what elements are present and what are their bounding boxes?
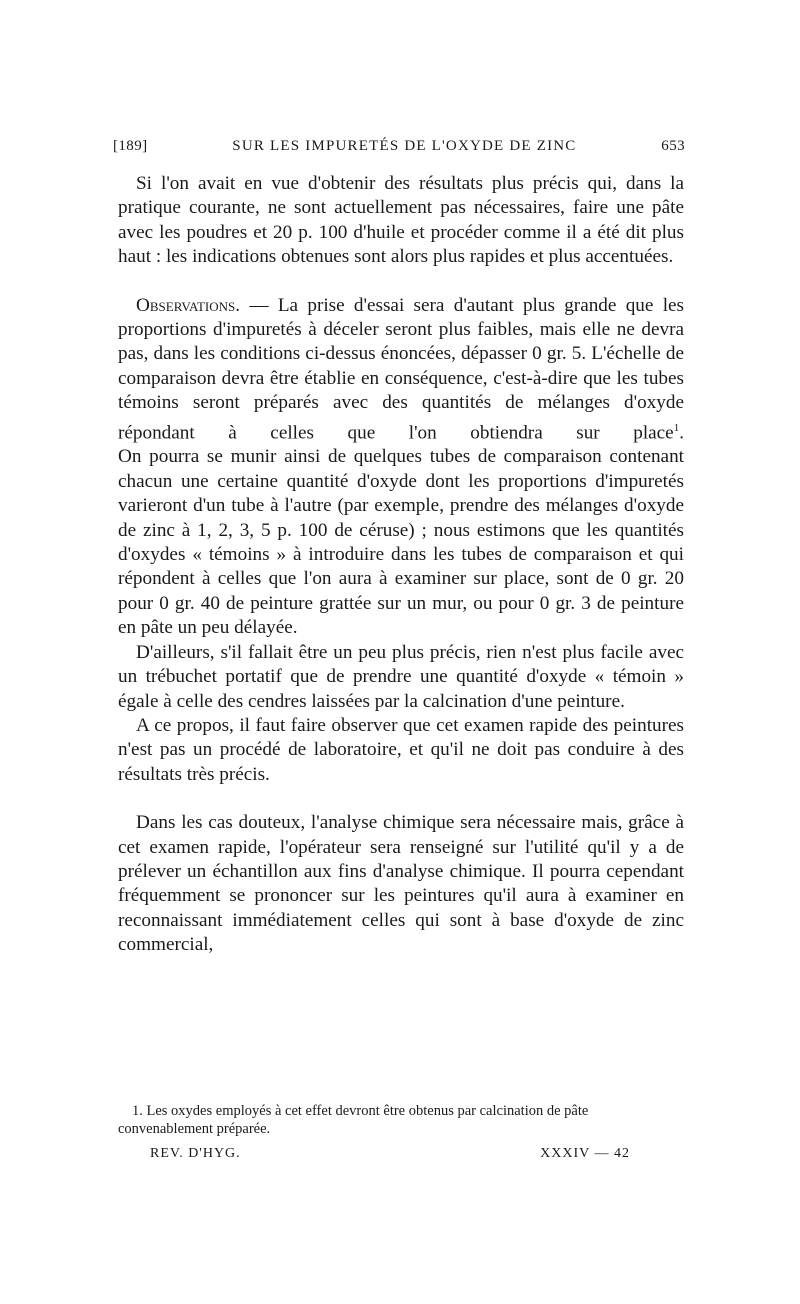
paragraph: D'ailleurs, s'il fallait être un peu plus précis, rien n'est plus facile avec un trébuchet portatif que de prendre une quantité d'oxyde « témoin » égale à celle des cendres laissées par la calcination d'une peinture. (118, 641, 684, 712)
footnote (118, 1102, 684, 1138)
paragraph-text: — La prise d'essai sera d'autant plus grande que les proportions d'impuretés à déceler seront plus faibles, mais elle ne devra pas, dans les conditions ci-dessus énoncées, dépasser 0 gr. 5. L'échelle de comparaison devra être établie en conséquence, c'est-à-dire que les tubes témoins seront préparés avec des quantités de mélanges d'oxyde répondant à celles que l'on obtiendra sur place (118, 294, 685, 444)
footnote-marker: 1. (132, 1103, 143, 1119)
page-number: 653 (661, 138, 685, 154)
paragraph (118, 294, 684, 446)
paragraph: On pourra se munir ainsi de quelques tubes de comparaison contenant chacun une certaine quantité d'oxyde dont les proportions d'impuretés varieront d'un tube à l'autre (par exemple, prendre des mélanges d'oxyde de zinc à 1, 2, 3, 5 p. 100 de céruse) ; nous estimons que les quantités d'oxydes « témoins » à introduire dans les tubes de comparaison et qui répondent à celles que l'on aura à examiner sur place, sont de 0 gr. 20 pour 0 gr. 40 de peinture grattée sur un mur, ou pour 0 gr. 3 de peinture en pâte un peu délayée. (118, 446, 684, 639)
signature-line (150, 1146, 630, 1162)
footnote-ref: 1 (673, 421, 680, 434)
paragraph-end: . (679, 422, 684, 444)
header-title: SUR LES IMPURETÉS DE L'OXYDE DE ZINC (232, 138, 577, 154)
footnote-text: Les oxydes employés à cet effet devront être obtenus par calcination de pâte convenablement préparée. (118, 1103, 589, 1137)
body-text (118, 172, 684, 958)
paragraph: Si l'on avait en vue d'obtenir des résultats plus précis qui, dans la pratique courante, ne sont actuellement pas nécessaires, faire une pâte avec les poudres et 20 p. 100 d'huile et procéder comme il a été dit plus haut : les indications obtenues sont alors plus rapides et plus accentuées. (118, 173, 684, 268)
journal-abbrev: REV. D'HYG. (150, 1146, 241, 1161)
section-gap (118, 270, 684, 294)
paragraph: A ce propos, il faut faire observer que cet examen rapide des peintures n'est pas un procédé de laboratoire, et qu'il ne doit pas conduire à des résultats très précis. (118, 714, 684, 785)
paragraph: Dans les cas douteux, l'analyse chimique sera nécessaire mais, grâce à cet examen rapide, l'opérateur sera renseigné sur l'utilité qu'il y a de prélever un échantillon aux fins d'analyse chimique. Il pourra cependant fréquemment se prononcer sur les peintures qu'il aura à examiner en reconnaissant immédiatement celles qui sont à base d'oxyde de zinc commercial, (118, 812, 684, 956)
section-gap (118, 787, 684, 811)
running-header (113, 138, 685, 155)
volume-signature: XXXIV — 42 (540, 1146, 630, 1161)
header-section-number: [189] (113, 138, 148, 154)
observations-heading: Observations. (136, 294, 250, 316)
